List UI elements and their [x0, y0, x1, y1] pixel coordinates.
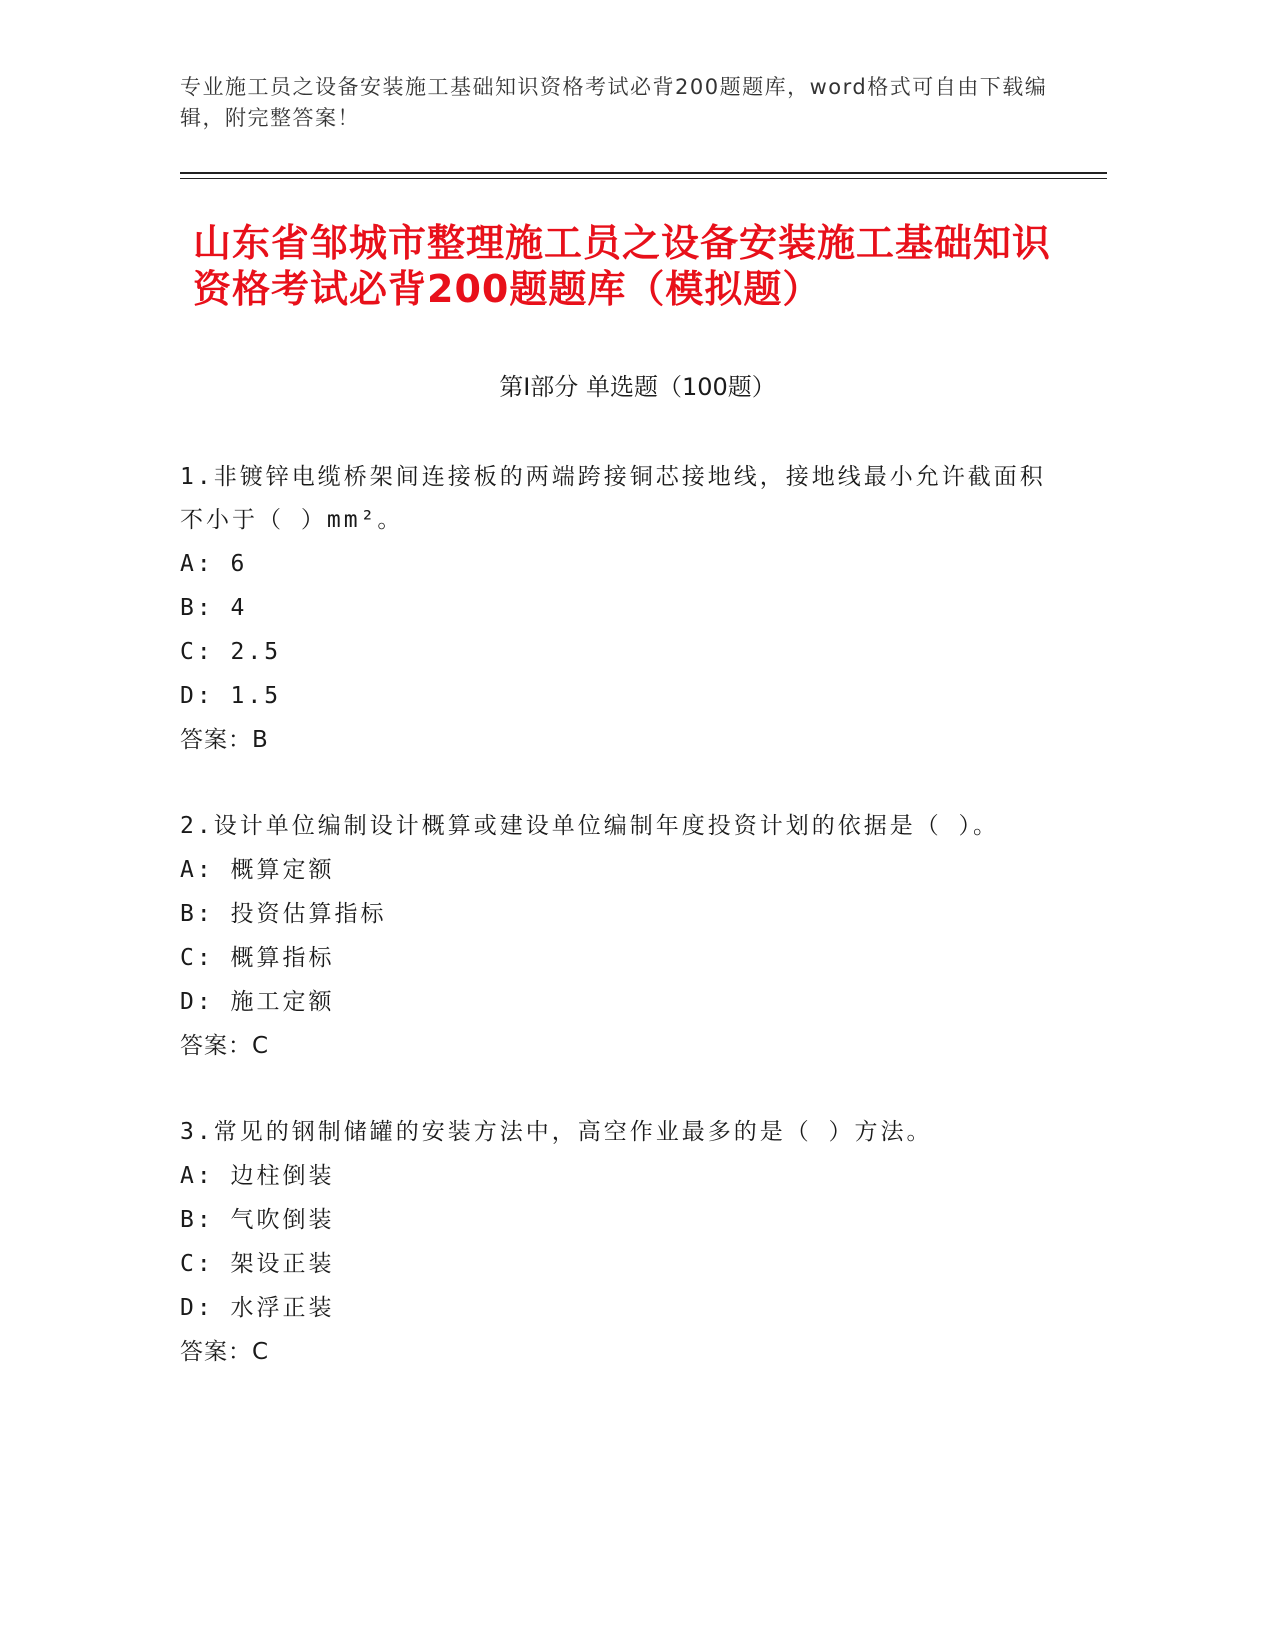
option-a: A: 6 [180, 551, 248, 577]
option-c: C: 2.5 [180, 639, 282, 665]
question-text: 1.非镀锌电缆桥架间连接板的两端跨接铜芯接地线，接地线最小允许截面积不小于（ ）mm²。 [180, 464, 1046, 533]
question-1 [180, 456, 1060, 762]
question-2 [180, 805, 1060, 1068]
option-c: C: 架设正装 [180, 1251, 335, 1277]
option-c: C: 概算指标 [180, 945, 335, 971]
header-divider-thick [180, 172, 1107, 174]
question-text: 2.设计单位编制设计概算或建设单位编制年度投资计划的依据是（ ）。 [180, 813, 1000, 839]
document-title: 山东省邹城市整理施工员之设备安装施工基础知识资格考试必背200题题库（模拟题） [193, 221, 1052, 311]
option-a: A: 概算定额 [180, 857, 335, 883]
option-d: D: 1.5 [180, 683, 282, 709]
option-d: D: 施工定额 [180, 989, 335, 1015]
question-3 [180, 1111, 1060, 1374]
header-divider-thin [180, 178, 1107, 179]
answer: 答案：B [180, 727, 269, 753]
section-title: 第Ⅰ部分 单选题（100题） [499, 373, 776, 401]
question-list [180, 456, 1060, 1417]
answer: 答案：C [180, 1033, 270, 1059]
option-b: B: 投资估算指标 [180, 901, 387, 927]
question-text: 3.常见的钢制储罐的安装方法中，高空作业最多的是（ ）方法。 [180, 1119, 933, 1145]
header-note: 专业施工员之设备安装施工基础知识资格考试必背200题题库，word格式可自由下载编辑，附完整答案！ [180, 75, 1048, 130]
option-b: B: 气吹倒装 [180, 1207, 335, 1233]
option-b: B: 4 [180, 595, 248, 621]
answer: 答案：C [180, 1339, 270, 1365]
option-d: D: 水浮正装 [180, 1295, 335, 1321]
option-a: A: 边柱倒装 [180, 1163, 335, 1189]
